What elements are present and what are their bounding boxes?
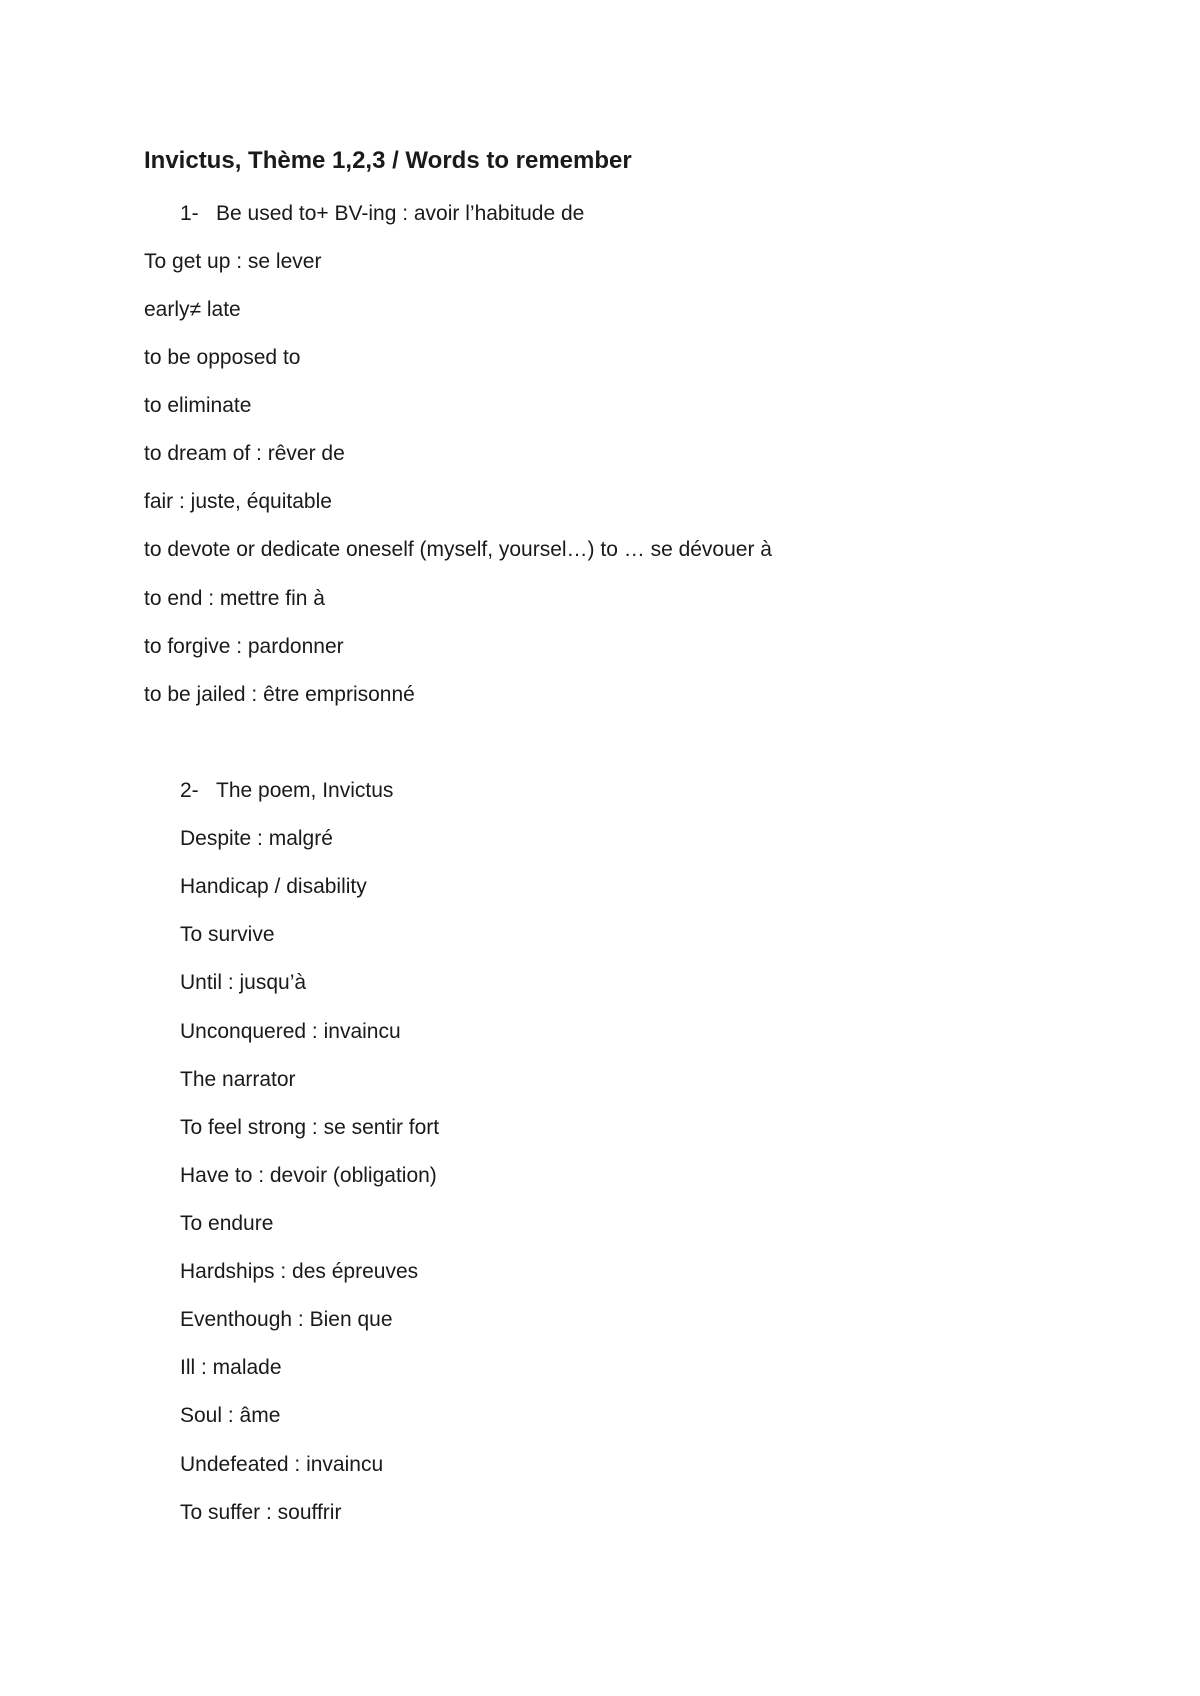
vocab-item: to be opposed to bbox=[144, 346, 301, 369]
vocab-item: To get up : se lever bbox=[144, 250, 322, 273]
section-1-number: 1- bbox=[180, 202, 199, 225]
vocab-item: To feel strong : se sentir fort bbox=[180, 1116, 440, 1139]
vocab-item: Handicap / disability bbox=[180, 875, 367, 898]
section-1-heading bbox=[180, 200, 584, 228]
vocab-item: to dream of : rêver de bbox=[144, 442, 345, 465]
section-2-heading bbox=[180, 777, 393, 805]
vocab-item: Eventhough : Bien que bbox=[180, 1308, 393, 1331]
vocab-item: to be jailed : être emprisonné bbox=[144, 683, 415, 706]
vocab-item: Unconquered : invaincu bbox=[180, 1020, 401, 1043]
vocab-item: To survive bbox=[180, 923, 275, 946]
vocab-item: early≠ late bbox=[144, 298, 241, 321]
vocab-item: to eliminate bbox=[144, 394, 252, 417]
page-title: Invictus, Thème 1,2,3 / Words to remember bbox=[144, 147, 632, 174]
vocab-item: The narrator bbox=[180, 1068, 296, 1091]
vocab-item: To endure bbox=[180, 1212, 274, 1235]
vocab-item: Have to : devoir (obligation) bbox=[180, 1164, 437, 1187]
vocab-item: Soul : âme bbox=[180, 1404, 281, 1427]
vocab-item: Hardships : des épreuves bbox=[180, 1260, 419, 1283]
vocab-item: Ill : malade bbox=[180, 1356, 282, 1379]
section-1-heading-text: Be used to+ BV-ing : avoir l’habitude de bbox=[216, 202, 585, 225]
vocab-item: Despite : malgré bbox=[180, 827, 333, 850]
vocab-item: To suffer : souffrir bbox=[180, 1501, 342, 1524]
vocab-item: to end : mettre fin à bbox=[144, 587, 325, 610]
section-2-number: 2- bbox=[180, 779, 199, 802]
vocab-item: to devote or dedicate oneself (myself, yoursel…) to … se dévouer à bbox=[144, 538, 772, 561]
section-2-heading-text: The poem, Invictus bbox=[216, 779, 394, 802]
vocab-item: Until : jusqu’à bbox=[180, 971, 307, 994]
vocab-item: to forgive : pardonner bbox=[144, 635, 344, 658]
vocab-item: Undefeated : invaincu bbox=[180, 1453, 384, 1476]
vocab-item: fair : juste, équitable bbox=[144, 490, 332, 513]
